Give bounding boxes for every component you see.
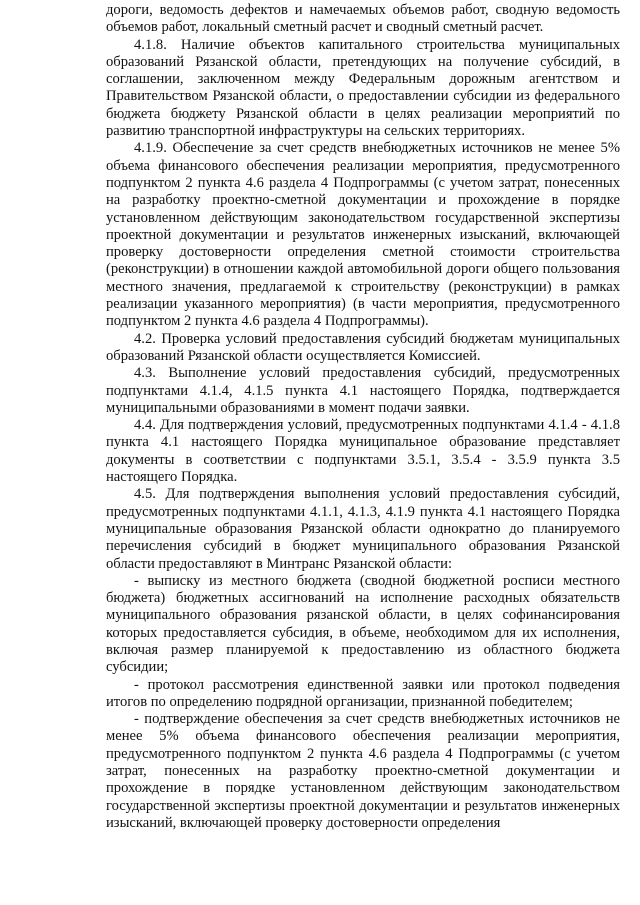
list-item-extrabudgetary-confirmation: - подтверждение обеспечения за счет средств внебюджетных источников не менее 5% объема финансового обеспечения реализации мероприятия, предусмотренного подпунктом 2 пункта 4.6 раздела 4 Подпрограммы (с учетом затрат, понесенных на разработку проектно-сметной документации и прохождение в порядке установленном действующим законодательством государственной экспертизы проектной документации и результатов инженерных изысканий, включающей проверку достоверности определения — [106, 711, 620, 831]
paragraph-4-5: 4.5. Для подтверждения выполнения условий предоставления субсидий, предусмотренных подпунктами 4.1.1, 4.1.3, 4.1.9 пункта 4.1 настоящего Порядка муниципальные образования Рязанской области однократно до планируемого перечисления субсидий в бюджет муниципального образования Рязанской области предоставляют в Минтранс Рязанской области: — [106, 486, 620, 572]
paragraph-continuation: дороги, ведомость дефектов и намечаемых объемов работ, сводную ведомость объемов работ, локальный сметный расчет и сводный сметный расчет. — [106, 2, 620, 36]
paragraph-4-1-8: 4.1.8. Наличие объектов капитального строительства муниципальных образований Рязанской области, претендующих на получение субсидий, в соглашении, заключенном между Федеральным дорожным агентством и Правительством Рязанской области, о предоставлении субсидии из федерального бюджета бюджету Рязанской области в целях реализации мероприятий по развитию транспортной инфраструктуры на сельских территориях. — [106, 36, 620, 140]
list-item-budget-extract: - выписку из местного бюджета (сводной бюджетной росписи местного бюджета) бюджетных ассигнований на исполнение расходных обязательств муниципального образования рязанской области, в целях софинансирования которых предоставляется субсидия, в объеме, необходимом для их исполнения, включая размер планируемой к предоставлению из областного бюджета субсидии; — [106, 572, 620, 676]
list-item-protocol: - протокол рассмотрения единственной заявки или протокол подведения итогов по определению подрядной организации, признанной победителем; — [106, 676, 620, 710]
paragraph-4-4: 4.4. Для подтверждения условий, предусмотренных подпунктами 4.1.4 - 4.1.8 пункта 4.1 настоящего Порядка муниципальное образование представляет документы в соответствии с подпунктами 3.5.1, 3.5.4 - 3.5.9 пункта 3.5 настоящего Порядка. — [106, 417, 620, 486]
paragraph-4-3: 4.3. Выполнение условий предоставления субсидий, предусмотренных подпунктами 4.1.4, 4.1.5 пункта 4.1 настоящего Порядка, подтверждается муниципальными образованиями в момент подачи заявки. — [106, 365, 620, 416]
paragraph-4-2: 4.2. Проверка условий предоставления субсидий бюджетам муниципальных образований Рязанской области осуществляется Комиссией. — [106, 330, 620, 364]
paragraph-4-1-9: 4.1.9. Обеспечение за счет средств внебюджетных источников не менее 5% объема финансового обеспечения реализации мероприятия, предусмотренного подпунктом 2 пункта 4.6 раздела 4 Подпрограммы (с учетом затрат, понесенных на разработку проектно-сметной документации и прохождение в порядке установленном действующим законодательством государственной экспертизы проектной документации и результатов инженерных изысканий, включающей проверку достоверности определения сметной стоимости строительства (реконструкции) в отношении каждой автомобильной дороги общего пользования местного значения, предлагаемой к строительству (реконструкции) в рамках реализации указанного мероприятия) (в части мероприятия, предусмотренного подпунктом 2 пункта 4.6 раздела 4 Подпрограммы). — [106, 140, 620, 330]
